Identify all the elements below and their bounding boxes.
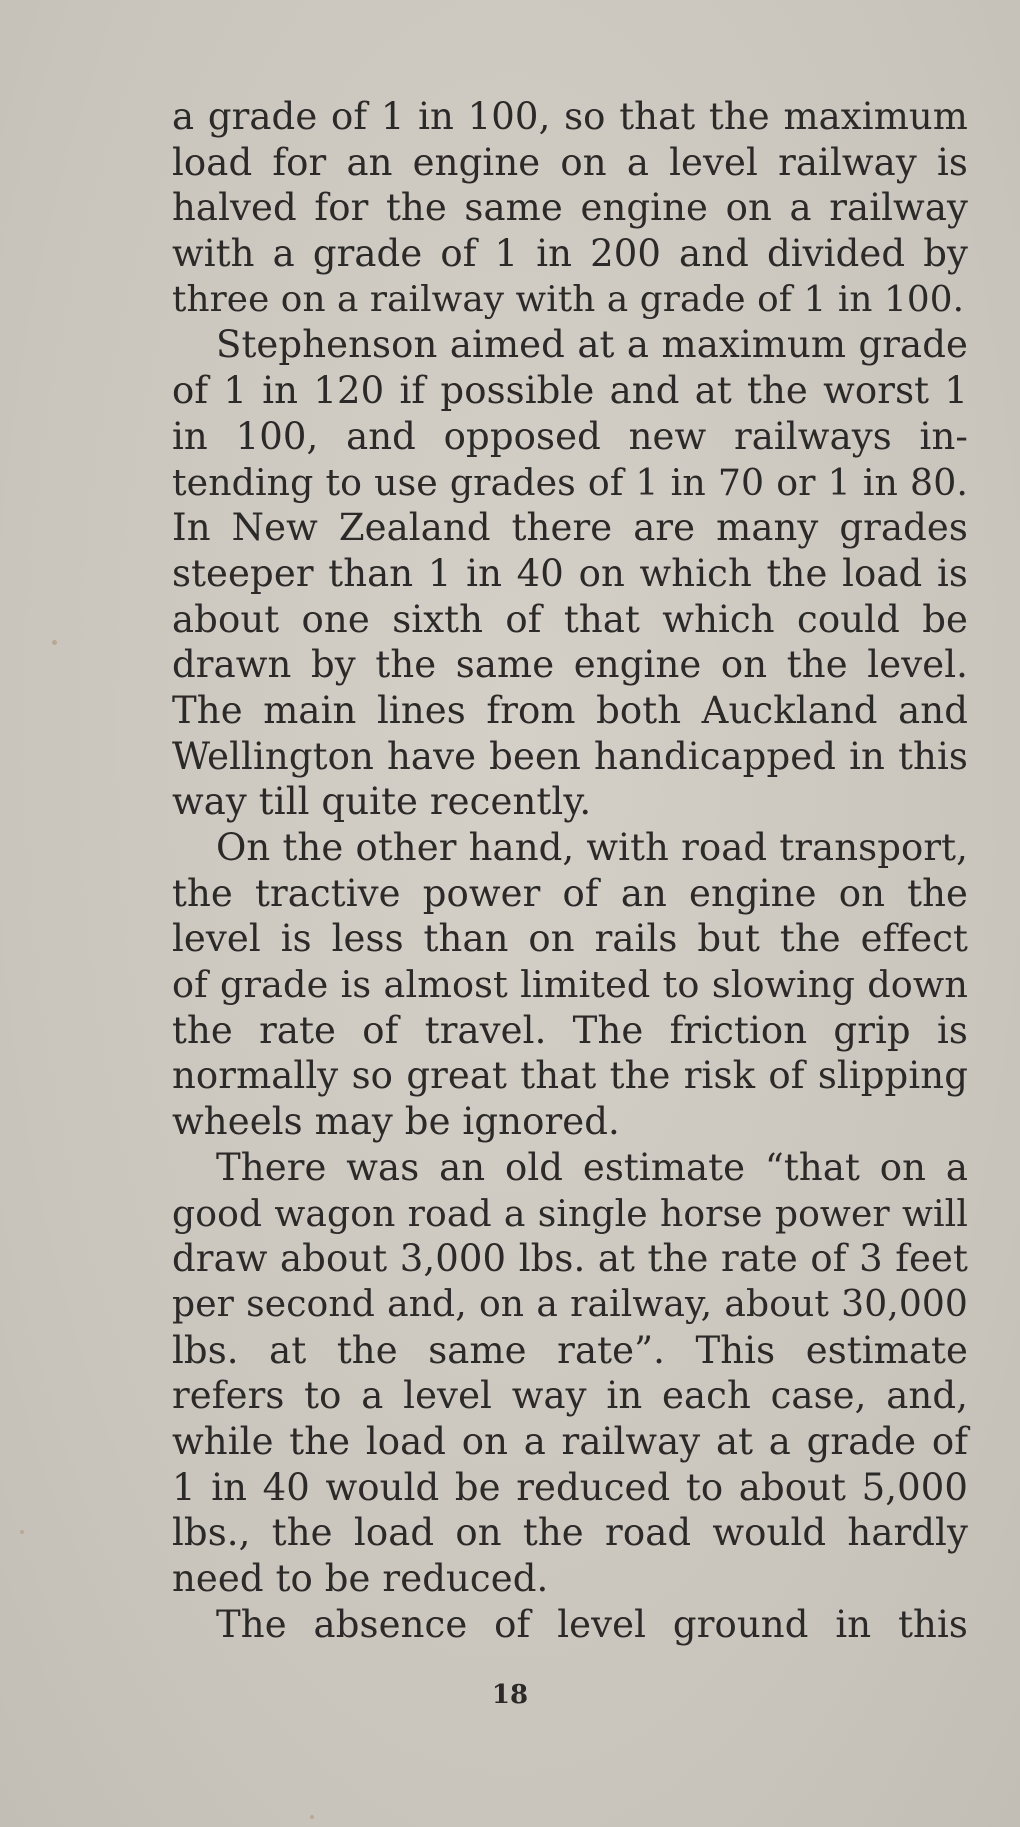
text-line: of 1 in 120 if possible and at the worst 1 [172, 369, 968, 413]
text-line: Wellington have been handicapped in this [172, 734, 968, 778]
text-line: while the load on a railway at a grade of [172, 1419, 968, 1463]
text-line: way till quite recently. [172, 780, 592, 824]
paragraph-first-line: There was an old estimate “that on a [216, 1145, 968, 1189]
text-line: the rate of travel. The friction grip is [172, 1008, 968, 1052]
text-line: lbs. at the same rate”. This estimate [172, 1328, 968, 1372]
text-line: of grade is almost limited to slowing down [172, 963, 968, 1007]
text-line: In New Zealand there are many grades [172, 506, 968, 550]
text-line: load for an engine on a level railway is [172, 140, 968, 184]
text-line: lbs., the load on the road would hardly [172, 1511, 968, 1555]
paper-speck [310, 1815, 314, 1819]
text-line: drawn by the same engine on the level. [172, 643, 968, 687]
paper-speck [20, 1530, 24, 1534]
text-line: refers to a level way in each case, and, [172, 1374, 968, 1418]
paper-speck [52, 640, 57, 645]
text-line: about one sixth of that which could be [172, 597, 968, 641]
text-line: with a grade of 1 in 200 and divided by [172, 232, 968, 276]
paragraph-first-line: Stephenson aimed at a maximum grade [216, 323, 968, 367]
text-line: normally so great that the risk of slipping [172, 1054, 968, 1098]
text-line: halved for the same engine on a railway [172, 186, 968, 230]
page-number: 18 [491, 1680, 529, 1710]
text-line: level is less than on rails but the effect [172, 917, 968, 961]
text-line: steeper than 1 in 40 on which the load is [172, 551, 968, 595]
page-body-text [172, 94, 968, 1647]
text-line: in 100, and opposed new railways in- [172, 414, 968, 458]
text-line: three on a railway with a grade of 1 in 100. [172, 278, 965, 320]
text-line: per second and, on a railway, about 30,000 [172, 1282, 968, 1325]
text-line: draw about 3,000 lbs. at the rate of 3 feet [172, 1237, 968, 1281]
text-line: the tractive power of an engine on the [172, 871, 968, 915]
text-line: good wagon road a single horse power will [172, 1191, 968, 1235]
text-line: 1 in 40 would be reduced to about 5,000 [172, 1465, 968, 1509]
text-line: tending to use grades of 1 in 70 or 1 in 80. [172, 460, 968, 504]
text-line: The main lines from both Auckland and [172, 688, 968, 732]
text-line: need to be reduced. [172, 1557, 549, 1600]
text-line: a grade of 1 in 100, so that the maximum [172, 95, 968, 138]
text-line: wheels may be ignored. [172, 1100, 620, 1144]
paragraph-first-line: On the other hand, with road transport, [216, 826, 968, 869]
paragraph-first-line: The absence of level ground in this [216, 1602, 968, 1646]
